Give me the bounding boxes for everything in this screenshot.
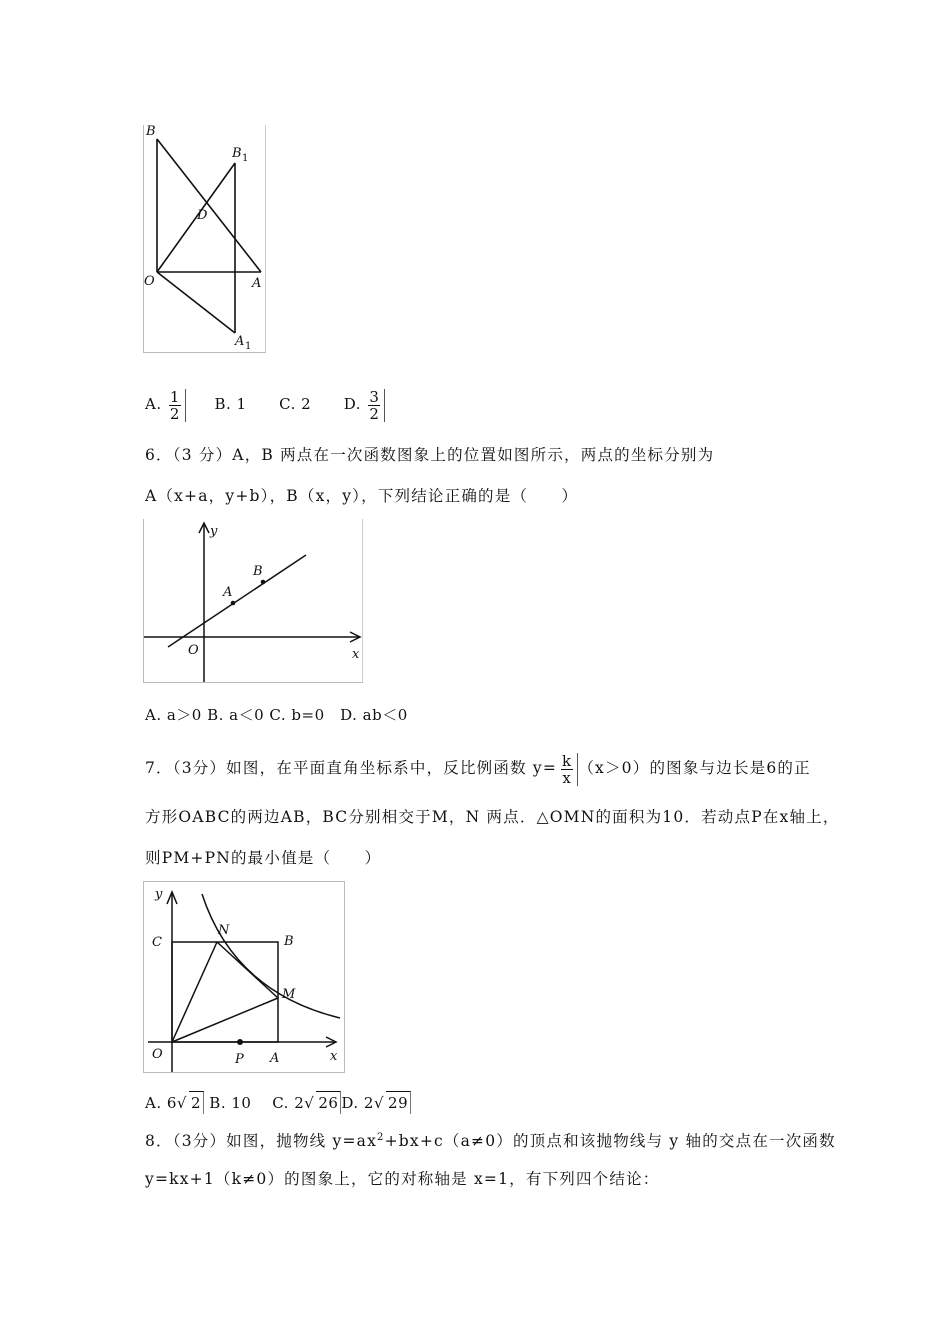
q7-line1-post: （x＞0）的图象与边长是6的正 xyxy=(578,759,811,777)
q7-option-d-label: D. 2 xyxy=(341,1094,374,1112)
label-D: D xyxy=(197,208,208,223)
q5-option-d-den: 2 xyxy=(369,404,380,423)
figure-q5 xyxy=(143,125,266,353)
q5-option-a-num: 1 xyxy=(169,387,180,406)
q5-option-d-label: D. xyxy=(343,395,362,413)
q6-line2: A（x+a，y+b），B（x，y），下列结论正确的是（ ） xyxy=(145,487,579,505)
point-A xyxy=(231,601,236,606)
figure-q7-svg xyxy=(144,882,344,1072)
q8-line1-pre: 8．（3分）如图，抛物线 y=ax xyxy=(145,1132,378,1151)
label-O: O xyxy=(188,643,199,658)
q7-option-c-rad: 26 xyxy=(316,1091,341,1114)
q7-frac-num: k xyxy=(562,751,573,770)
label-x: x xyxy=(330,1049,338,1064)
q6-line1: 6．（3 分）A，B 两点在一次函数图象上的位置如图所示，两点的坐标分别为 xyxy=(145,446,715,464)
label-y: y xyxy=(155,887,163,902)
figure-q5-svg xyxy=(144,125,265,352)
label-B1-sub: 1 xyxy=(242,153,249,164)
q7-option-d-sqrt: √ 29 xyxy=(374,1091,411,1114)
label-x: x xyxy=(352,647,360,662)
q8-line1 xyxy=(145,1127,836,1152)
q5-option-d-num: 3 xyxy=(369,387,380,406)
q6-options: A. a＞0 B. a＜0 C. b=0 D. ab＜0 xyxy=(145,706,408,724)
q5-option-a-label: A. xyxy=(145,395,162,413)
q7-line1-pre: 7．（3分）如图，在平面直角坐标系中，反比例函数 y= xyxy=(145,759,558,777)
q7-options xyxy=(145,1091,411,1114)
label-C: C xyxy=(152,935,162,950)
q5-option-a-fraction xyxy=(167,389,186,422)
q5-option-c: C. 2 xyxy=(279,395,312,413)
label-N: N xyxy=(218,923,230,938)
label-A1-sub: 1 xyxy=(245,341,252,352)
q7-option-bc-label: B. 10 C. 2 xyxy=(204,1094,305,1112)
label-B: B xyxy=(146,125,156,139)
point-P xyxy=(237,1039,243,1045)
label-A: A xyxy=(270,1051,280,1066)
q5-option-d-fraction xyxy=(366,389,385,422)
figure-q6 xyxy=(143,519,363,683)
q7-fraction xyxy=(557,753,578,786)
label-O: O xyxy=(144,274,155,289)
figure-q7 xyxy=(143,881,345,1073)
label-A: A xyxy=(223,585,233,600)
label-B1: B xyxy=(232,146,242,161)
q5-options xyxy=(145,384,385,424)
label-B: B xyxy=(253,564,263,579)
q7-option-a-sqrt: √ 2 xyxy=(177,1091,204,1114)
q7-option-c-sqrt: √ 26 xyxy=(304,1091,341,1114)
label-y: y xyxy=(210,524,218,539)
q8-line2: y=kx+1（k≠0）的图象上，它的对称轴是 x=1，有下列四个结论： xyxy=(145,1170,660,1188)
q8-line1-sup: 2 xyxy=(377,1132,385,1143)
q7-option-a-label: A. 6 xyxy=(145,1094,177,1112)
q7-line2: 方形OABC的两边AB，BC分别相交于M，N 两点．△OMN的面积为10．若动点P在x轴上， xyxy=(145,808,840,826)
q8-line1-post: +bx+c（a≠0）的顶点和该抛物线与 y 轴的交点在一次函数 xyxy=(384,1132,836,1151)
figure-q6-svg xyxy=(144,519,362,682)
q7-line1 xyxy=(145,748,811,788)
label-P: P xyxy=(235,1052,244,1067)
point-B xyxy=(261,580,266,585)
label-B: B xyxy=(284,934,294,949)
label-O: O xyxy=(152,1047,163,1062)
q5-option-a-den: 2 xyxy=(169,404,180,423)
q7-line3: 则PM+PN的最小值是（ ） xyxy=(145,849,382,867)
label-A1: A xyxy=(235,334,245,349)
q5-option-b: B. 1 xyxy=(214,395,247,413)
label-M: M xyxy=(282,987,296,1002)
q7-frac-den: x xyxy=(562,768,573,787)
q7-option-a-rad: 2 xyxy=(189,1091,204,1114)
q7-option-d-rad: 29 xyxy=(386,1091,411,1114)
label-A: A xyxy=(252,276,262,291)
